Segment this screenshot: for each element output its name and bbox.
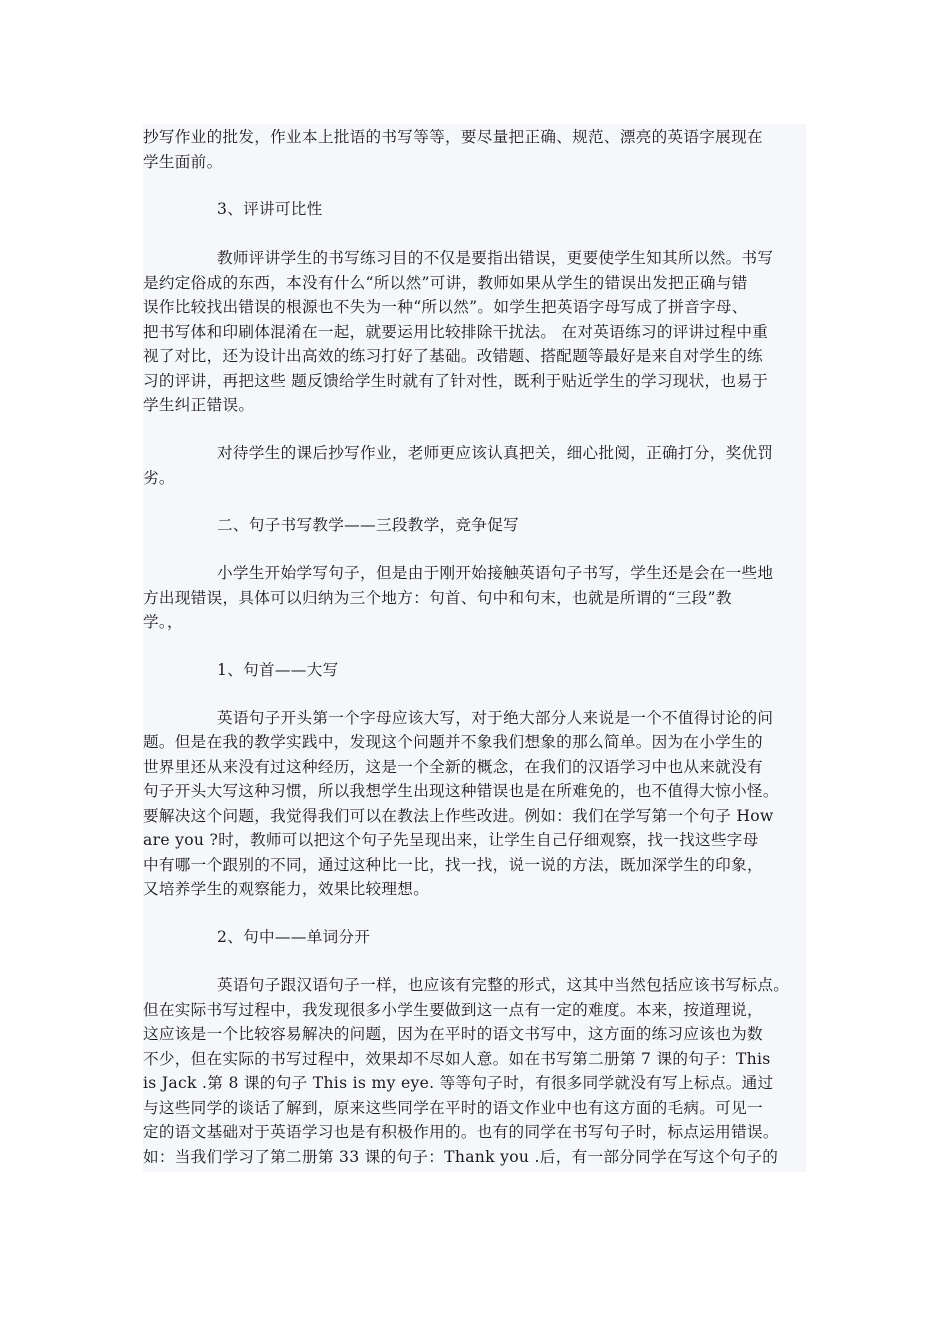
paragraph-line: 要解决这个问题，我觉得我们可以在教法上作些改进。例如：我们在学写第一个句子 How (143, 807, 774, 825)
paragraph-line: 中有哪一个跟别的不同，通过这种比一比，找一找，说一说的方法，既加深学生的印象， (143, 856, 763, 874)
section-heading: 1、句首——大写 (217, 661, 339, 679)
paragraph-line: 如：当我们学习了第二册第 33 课的句子：Thank you .后，有一部分同学在写这个句子的 (143, 1148, 779, 1166)
paragraph-line: 定的语文基础对于英语学习也是有积极作用的。也有的同学在书写句子时，标点运用错误。 (143, 1123, 779, 1141)
paragraph-line: 视了对比，还为设计出高效的练习打好了基础。改错题、搭配题等最好是来自对学生的练 (143, 347, 763, 365)
paragraph-line: 习的评讲，再把这些 题反馈给学生时就有了针对性，既利于贴近学生的学习现状，也易于 (143, 372, 769, 390)
paragraph-line: 方出现错误，具体可以归纳为三个地方：句首、句中和句末，也就是所谓的“三段”教 (143, 589, 732, 607)
paragraph-line: 英语句子开头第一个字母应该大写，对于绝大部分人来说是一个不值得讨论的问 (217, 709, 774, 727)
paragraph-line: 学生纠正错误。 (143, 396, 255, 414)
paragraph-line: 对待学生的课后抄写作业，老师更应该认真把关，细心批阅，正确打分，奖优罚 (217, 444, 774, 462)
paragraph-line: 不少，但在实际的书写过程中，效果却不尽如人意。如在书写第二册第 7 课的句子：This (143, 1050, 771, 1068)
section-heading: 二、句子书写教学——三段教学，竞争促写 (217, 516, 519, 534)
paragraph-line: 学生面前。 (143, 153, 223, 171)
paragraph-line: 是约定俗成的东西，本没有什么“所以然”可讲，教师如果从学生的错误出发把正确与错 (143, 274, 748, 292)
paragraph-line: 小学生开始学写句子，但是由于刚开始接触英语句子书写，学生还是会在一些地 (217, 564, 774, 582)
paragraph-line: 题。但是在我的教学实践中，发现这个问题并不象我们想象的那么简单。因为在小学生的 (143, 733, 763, 751)
paragraph-line: 学。， (143, 613, 183, 631)
paragraph-line: 抄写作业的批发，作业本上批语的书写等等，要尽量把正确、规范、漂亮的英语字展现在 (143, 128, 763, 146)
paragraph-line: 把书写体和印刷体混淆在一起，就要运用比较排除干扰法。 在对英语练习的评讲过程中重 (143, 323, 769, 341)
paragraph-line: are you ?时，教师可以把这个句子先呈现出来，让学生自己仔细观察，找一找这些字母 (143, 831, 759, 849)
section-heading: 3、评讲可比性 (217, 200, 323, 218)
paragraph-line: is Jack .第 8 课的句子 This is my eye. 等等句子时，有很多同学就没有写上标点。通过 (143, 1074, 774, 1092)
paragraph-line: 但在实际书写过程中，我发现很多小学生要做到这一点有一定的难度。本来，按道理说， (143, 1001, 763, 1019)
paragraph-line: 与这些同学的谈话了解到，原来这些同学在平时的语文作业中也有这方面的毛病。可见一 (143, 1099, 763, 1117)
paragraph-line: 又培养学生的观察能力，效果比较理想。 (143, 880, 430, 898)
paragraph-line: 劣。 (143, 469, 175, 487)
section-heading: 2、句中——单词分开 (217, 928, 371, 946)
paragraph-line: 误作比较找出错误的根源也不失为一种“所以然”。如学生把英语字母写成了拼音字母、 (143, 298, 748, 316)
paragraph-line: 教师评讲学生的书写练习目的不仅是要指出错误，更要使学生知其所以然。书写 (217, 249, 774, 267)
paragraph-line: 英语句子跟汉语句子一样，也应该有完整的形式，这其中当然包括应该书写标点。 (217, 976, 790, 994)
paragraph-line: 句子开头大写这种习惯，所以我想学生出现这种错误也是在所难免的，也不值得大惊小怪。 (143, 782, 779, 800)
document-body (143, 124, 806, 1172)
paragraph-line: 这应该是一个比较容易解决的问题，因为在平时的语文书写中，这方面的练习应该也为数 (143, 1025, 763, 1043)
paragraph-line: 世界里还从来没有过这种经历，这是一个全新的概念，在我们的汉语学习中也从来就没有 (143, 758, 763, 776)
